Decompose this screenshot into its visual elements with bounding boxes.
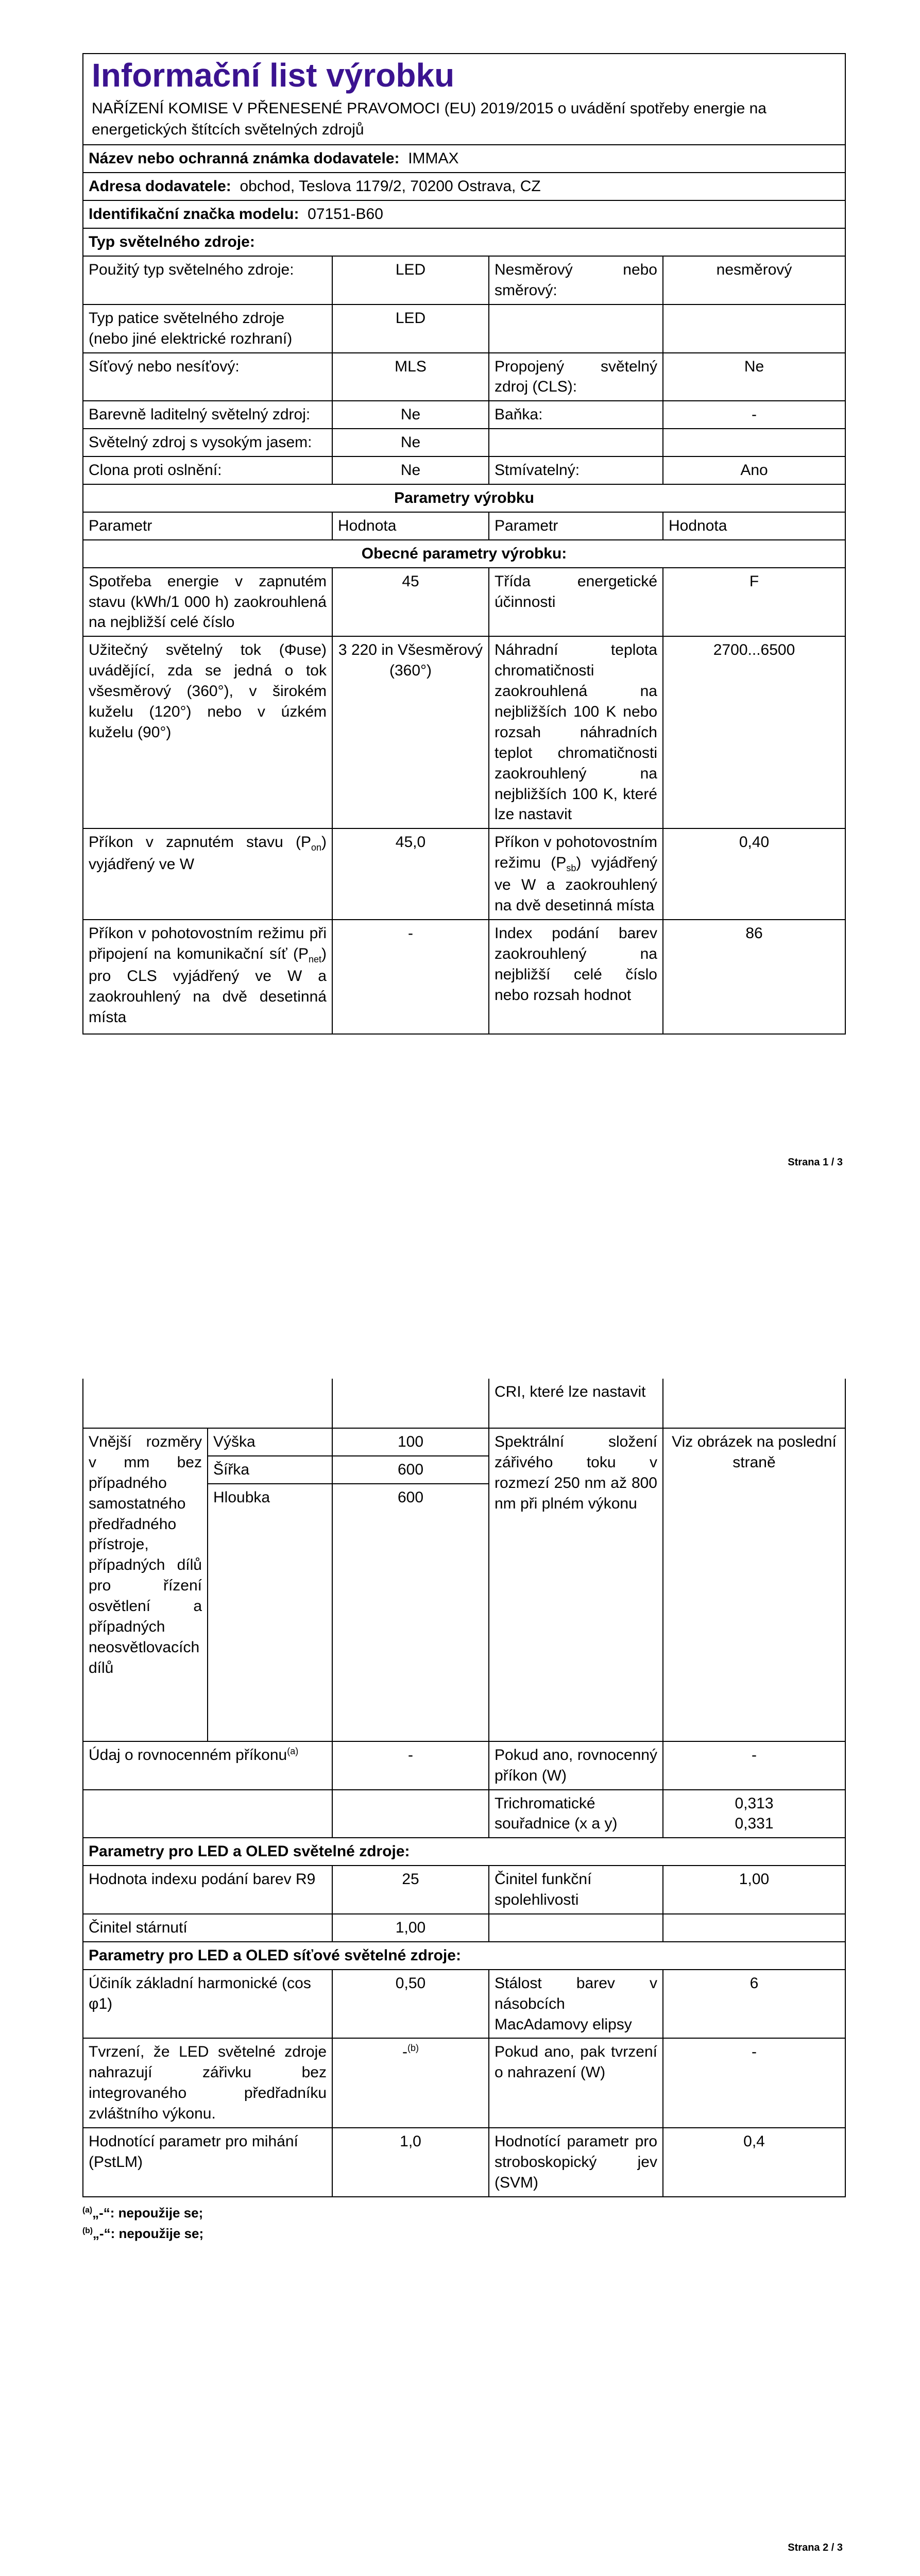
table-row [83,256,845,304]
table-row [83,1379,845,1428]
net-standby-label: Příkon v pohotovostním režimu při připojení na komunikační síť $(P_{net})$ pro CLS vyjádřený ve W a zaokrouhlený na dvě desetinná místa [83,920,332,1034]
trichromatic-value: 0,313 0,331 [663,1790,845,1838]
row-value: Ne [332,456,489,484]
mains-params-heading: Parametry pro LED a OLED síťové světelné zdroje: [83,1942,845,1970]
row-label: Barevně laditelný světelný zdroj: [83,401,332,429]
regulation-text: NAŘÍZENÍ KOMISE V PŘENESENÉ PRAVOMOCI (EU) 2019/2015 o uvádění spotřeby energie na energetických štítcích světelných zdrojů [92,100,766,138]
table-row [83,2038,845,2128]
column-header-row [83,512,845,540]
led-params-heading: Parametry pro LED a OLED světelné zdroje: [83,1838,845,1866]
r9-label: Hodnota indexu podání barev R9 [83,1866,332,1914]
row-label: Propojený světelný zdroj (CLS): [489,353,663,401]
replacement-w-value: - [663,2038,845,2128]
equiv-power-value: - [332,1741,489,1790]
aging-label: Činitel stárnutí [83,1914,332,1942]
row-value [663,304,845,353]
row-value: LED [332,304,489,353]
sheet-page-1 [82,53,845,1035]
table-row [83,636,845,828]
power-factor-label: Účiník základní harmonické (cos φ1) [83,1970,332,2039]
supplier-address-row [83,173,845,200]
supplier-name-label: Název nebo ochranná známka dodavatele: [89,150,400,167]
row-value: 2700...6500 [663,636,845,828]
table-row [83,568,845,637]
table-row [83,1741,845,1790]
table-row [83,304,845,353]
col-header-value: Hodnota [332,512,489,540]
row-value: Ne [332,401,489,429]
row-label [489,429,663,456]
row-label: Náhradní teplota chromatičnosti zaokrouhlená na nejbližších 100 K nebo rozsah náhradních teplot chromatičnosti zaokrouhlený na nejbližších 100 K, které lze nastavit [489,636,663,828]
row-value: Ne [332,429,489,456]
table-row [83,1866,845,1914]
flicker-value: 1,0 [332,2128,489,2197]
trichromatic-label: Trichromatické souřadnice (x a y) [489,1790,663,1838]
table-row [83,1970,845,2039]
page-footer: Strana 2 / 3 [788,2542,843,2553]
table-row [83,2128,845,2197]
equiv-power-w-value: - [663,1741,845,1790]
page-footer: Strana 1 / 3 [788,1157,843,1168]
product-info-table-page-2 [82,1379,846,2197]
row-value: 3 220 in Všesměrový (360°) [332,636,489,828]
row-value: MLS [332,353,489,401]
model-row [83,200,845,228]
table-row [83,920,845,1034]
product-info-table-page-1 [82,53,846,1035]
depth-label: Hloubka [208,1484,332,1741]
row-label: Třída energetické účinnosti [489,568,663,637]
col-header-value-2: Hodnota [663,512,845,540]
stroboscopic-value: 0,4 [663,2128,845,2197]
cri-value: 86 [663,920,845,1034]
aging-value: 1,00 [332,1914,489,1942]
spectral-label: Spektrální složení zářivého toku v rozmezí 250 nm až 800 nm při plném výkonu [489,1428,663,1741]
equiv-power-label: Údaj o rovnocenném příkonu$^{(a)}$ [83,1741,332,1790]
power-on-value: 45,0 [332,828,489,920]
equiv-power-w-label: Pokud ano, rovnocenný příkon (W) [489,1741,663,1790]
net-standby-value: - [332,920,489,1034]
row-label: Typ patice světelného zdroje (nebo jiné elektrické rozhraní) [83,304,332,353]
row-label: Stmívatelný: [489,456,663,484]
page-2 [0,1301,920,2576]
col-header-param: Parametr [83,512,332,540]
replacement-claim-label: Tvrzení, že LED světelné zdroje nahrazují zářivku bez integrovaného předřadníku zvláštního výkonu. [83,2038,332,2128]
replacement-claim-value: -$^{(b)}$ [332,2038,489,2128]
table-row [83,353,845,401]
spectral-value: Viz obrázek na poslední straně [663,1428,845,1741]
supplier-address-label: Adresa dodavatele: [89,178,231,195]
width-value: 600 [332,1456,489,1484]
power-factor-value: 0,50 [332,1970,489,2039]
footnotes [82,2202,845,2244]
row-label: Clona proti oslnění: [83,456,332,484]
row-label: Síťový nebo nesíťový: [83,353,332,401]
sheet-header [83,54,845,145]
table-row [83,1790,845,1838]
table-row [83,828,845,920]
col-header-param-2: Parametr [489,512,663,540]
stroboscopic-label: Hodnotící parametr pro stroboskopický jev (SVM) [489,2128,663,2197]
macadam-value: 6 [663,1970,845,2039]
supplier-address: obchod, Teslova 1179/2, 70200 Ostrava, CZ [240,178,541,195]
dimensions-label: Vnější rozměry v mm bez případného samostatného předřadného přístroje, případných dílů pro řízení osvětlení a případných neosvětlovacích dílů [83,1428,208,1741]
general-params-heading: Obecné parametry výrobku: [83,540,845,568]
row-label: Spotřeba energie v zapnutém stavu (kWh/1 000 h) zaokrouhlená na nejbližší celé číslo [83,568,332,637]
table-row [83,456,845,484]
footnote-a: $^{(a)}$„-“: nepoužije se; [82,2205,203,2221]
row-label: Baňka: [489,401,663,429]
row-label: Světelný zdroj s vysokým jasem: [83,429,332,456]
source-type-heading: Typ světelného zdroje: [83,228,845,256]
width-label: Šířka [208,1456,332,1484]
row-label: Nesměrový nebo směrový: [489,256,663,304]
model-label: Identifikační značka modelu: [89,206,299,223]
row-label: Použitý typ světelného zdroje: [83,256,332,304]
height-value: 100 [332,1428,489,1456]
row-value: F [663,568,845,637]
dims-row-height [83,1428,845,1456]
macadam-label: Stálost barev v násobcích MacAdamovy elipsy [489,1970,663,2039]
height-label: Výška [208,1428,332,1456]
row-value: - [663,401,845,429]
depth-value: 600 [332,1484,489,1741]
row-label: Užitečný světelný tok (Φuse) uvádějící, zda se jedná o tok všesměrový (360°), v širokém kuželu (120°) nebo v úzkém kuželu (90°) [83,636,332,828]
flicker-label: Hodnotící parametr pro mihání (PstLM) [83,2128,332,2197]
params-heading: Parametry výrobku [83,484,845,512]
row-label [489,304,663,353]
row-value: 45 [332,568,489,637]
row-value: Ano [663,456,845,484]
fsf-value: 1,00 [663,1866,845,1914]
supplier-name: IMMAX [408,150,459,167]
row-value: nesměrový [663,256,845,304]
supplier-name-row [83,145,845,173]
row-value: Ne [663,353,845,401]
row-value: LED [332,256,489,304]
sheet-page-2 [82,1379,845,2244]
table-row [83,429,845,456]
power-on-label: Příkon v zapnutém stavu $(P_{on})$ vyjádřený ve W [83,828,332,920]
fsf-label: Činitel funkční spolehlivosti [489,1866,663,1914]
table-row [83,401,845,429]
model-id: 07151-B60 [308,206,383,223]
cri-label-continued: CRI, které lze nastavit [489,1379,663,1428]
standby-value: 0,40 [663,828,845,920]
row-value [663,429,845,456]
cri-label: Index podání barev zaokrouhlený na nejbližší celé číslo nebo rozsah hodnot [489,920,663,1034]
r9-value: 25 [332,1866,489,1914]
standby-label: Příkon v pohotovostním režimu $(P_{sb})$ vyjádřený ve W a zaokrouhlený na dvě desetinná místa [489,828,663,920]
footnote-b: $^{(b)}$„-“: nepoužije se; [82,2226,204,2241]
replacement-w-label: Pokud ano, pak tvrzení o nahrazení (W) [489,2038,663,2128]
sheet-title: Informační list výrobku [92,57,455,94]
table-row [83,1914,845,1942]
